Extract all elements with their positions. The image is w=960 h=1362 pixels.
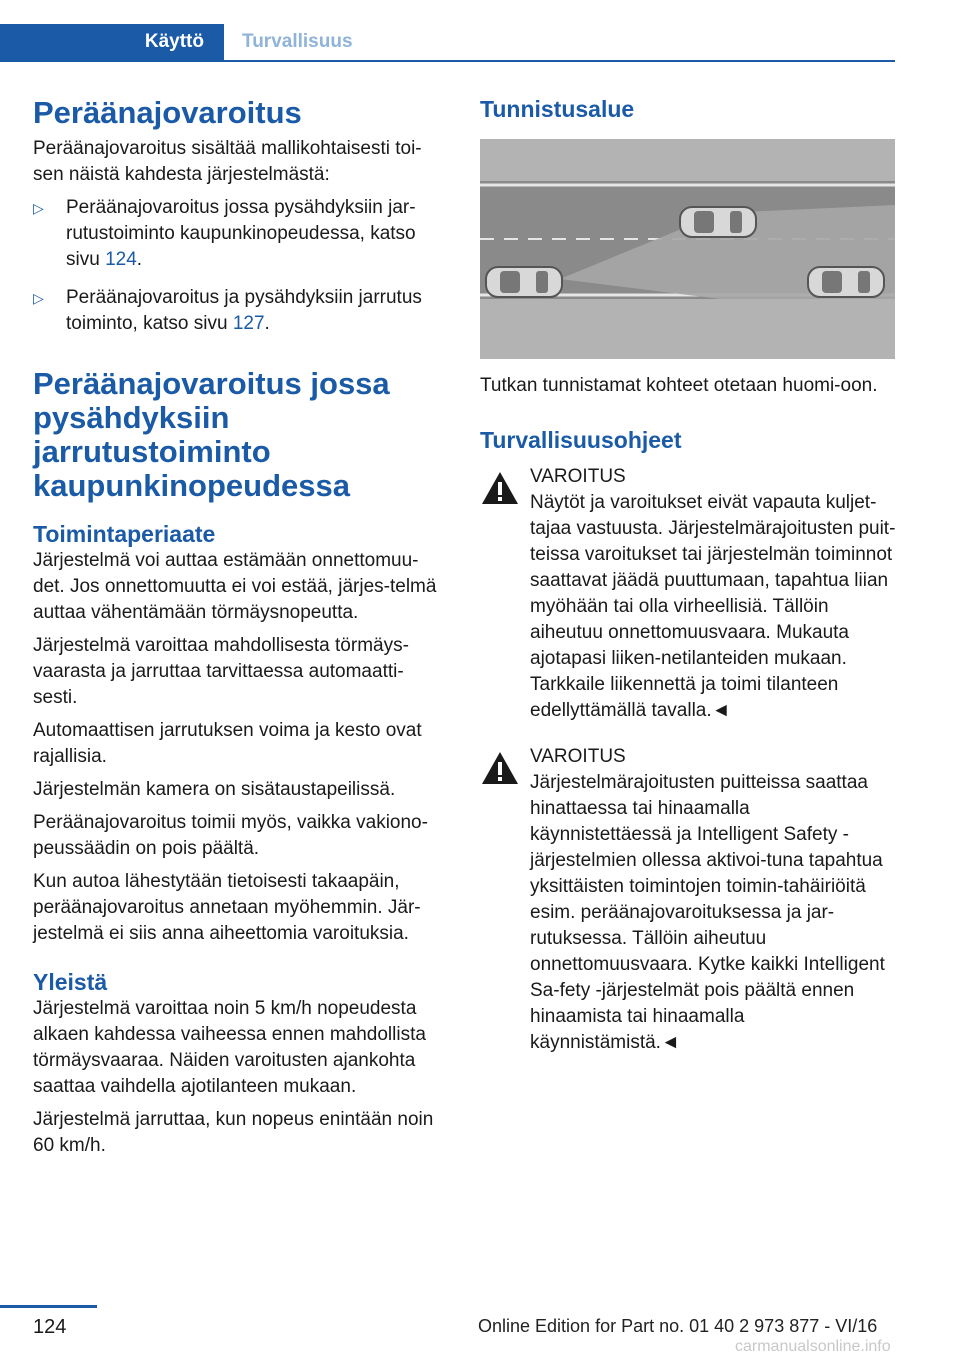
intro-paragraph: Peräänajovaroitus sisältää mallikohtaisesti toi-sen näistä kahdesta järjestelmästä: (33, 138, 422, 185)
page-link-127[interactable]: 127 (232, 313, 265, 334)
paragraph: Järjestelmä jarruttaa, kun nopeus enintään noin 60 km/h. (33, 1109, 434, 1156)
warning-title: VAROITUS (530, 746, 626, 767)
paragraph: Järjestelmä varoittaa mahdollisesta törmäys-vaarasta ja jarruttaa tarvittaessa automaatti-sesti. (33, 635, 409, 708)
paragraph: Automaattisen jarrutuksen voima ja kesto ovat rajallisia. (33, 720, 422, 767)
paragraph: Peräänajovaroitus toimii myös, vaikka vakiono-peussäädin on pois päältä. (33, 812, 428, 859)
heading-peraanajovaroitus: Peräänajovaroitus (33, 95, 302, 130)
tab-turvallisuus[interactable]: Turvallisuus (242, 31, 353, 52)
paragraph: Järjestelmä varoittaa noin 5 km/h nopeudesta alkaen kahdessa vaiheessa ennen mahdollista törmäysvaaraa. Näiden varoitusten ajankohta saattaa vaihdella ajotilanteen mukaan. (33, 998, 426, 1097)
watermark: carmanualsonline.info (735, 1338, 891, 1355)
diagram-caption: Tutkan tunnistamat kohteet otetaan huomi-oon. (480, 375, 878, 396)
warning-title: VAROITUS (530, 466, 626, 487)
car-right-icon (808, 267, 884, 297)
system-list (33, 195, 443, 337)
warning-block-2 (480, 744, 896, 1056)
left-column (33, 96, 443, 1166)
edition-text: Online Edition for Part no. 01 40 2 973 877 - VI/16 (478, 1316, 878, 1336)
list-item-text: Peräänajovaroitus ja pysähdyksiin jarrutus toiminto, katso sivu (66, 287, 422, 334)
heading-tunnistusalue: Tunnistusalue (480, 96, 635, 122)
paragraph: Järjestelmän kamera on sisätaustapeilissä. (33, 779, 396, 800)
car-own-icon (486, 267, 562, 297)
warning-text: Järjestelmärajoitusten puitteissa saattaa hinattaessa tai hinaamalla käynnistettäessä ja Intelligent Safety -järjestelmien ollessa aktivoi-tuna tapahtua yksittäisten toimintojen toimin-tahäiriöitä esim. peräänajovaroituksessa ja jar-rutuksessa. Tällöin aiheutuu onnettomuusvaara. Kytke kaikki Intelligent Sa-fety -järjestelmät pois päältä ennen hinaamista tai hinaamalla käynnistämistä.◄ (530, 772, 885, 1053)
car-front-icon (680, 207, 756, 237)
triangle-bullet-icon: ▷ (33, 290, 44, 306)
warning-triangle-icon (480, 470, 520, 506)
heading-turvallisuusohjeet: Turvallisuusohjeet (480, 427, 682, 453)
detection-area-diagram (480, 139, 895, 359)
header-tabs (0, 24, 895, 62)
triangle-bullet-icon: ▷ (33, 200, 44, 216)
radar-diagram-illustration (480, 139, 895, 359)
page-link-124[interactable]: 124 (105, 249, 137, 270)
paragraph: Järjestelmä voi auttaa estämään onnettomuu-det. Jos onnettomuutta ei voi estää, järjes-telmä auttaa vähentämään törmäysnopeutta. (33, 550, 437, 623)
tab-kaytto[interactable]: Käyttö (0, 24, 224, 60)
heading-toimintaperiaate: Toimintaperiaate (33, 521, 216, 547)
list-item: ▷ Peräänajovaroitus jossa pysähdyksiin jar-rutustoiminto kaupunkinopeudessa, katso sivu 124. (33, 197, 416, 270)
warning-text: Näytöt ja varoitukset eivät vapauta kuljet-tajaa vastuusta. Järjestelmärajoitusten puit-teissa varoitukset tai järjestelmän toiminnot saattavat jäädä puuttumaan, tapahtua liian myöhään tai olla virheellisiä. Tällöin aiheutuu onnettomuusvaara. Mukauta ajotapasi liiken-netilanteiden mukaan. Tarkkaile liikennettä ja toimi tilanteen edellyttämällä tavalla.◄ (530, 492, 896, 721)
list-item: ▷ Peräänajovaroitus ja pysähdyksiin jarrutus toiminto, katso sivu 127. (33, 287, 422, 334)
paragraph: Kun autoa lähestytään tietoisesti takaapäin, peräänajovaroitus annetaan myöhemmin. Jär-jestelmä ei siis anna aiheettomia varoituksia. (33, 871, 421, 944)
warning-triangle-icon (480, 750, 520, 786)
page-number: 124 (33, 1316, 67, 1338)
footer-divider (0, 1305, 97, 1308)
heading-yleista: Yleistä (33, 969, 108, 995)
warning-block-1 (480, 464, 896, 724)
heading-city-braking: Peräänajovaroitus jossa pysähdyksiin jarrutustoiminto kaupunkinopeudessa (33, 366, 390, 503)
list-item-text: Peräänajovaroitus jossa pysähdyksiin jar-rutustoiminto kaupunkinopeudessa, katso sivu (66, 197, 416, 270)
right-column (480, 96, 896, 1066)
